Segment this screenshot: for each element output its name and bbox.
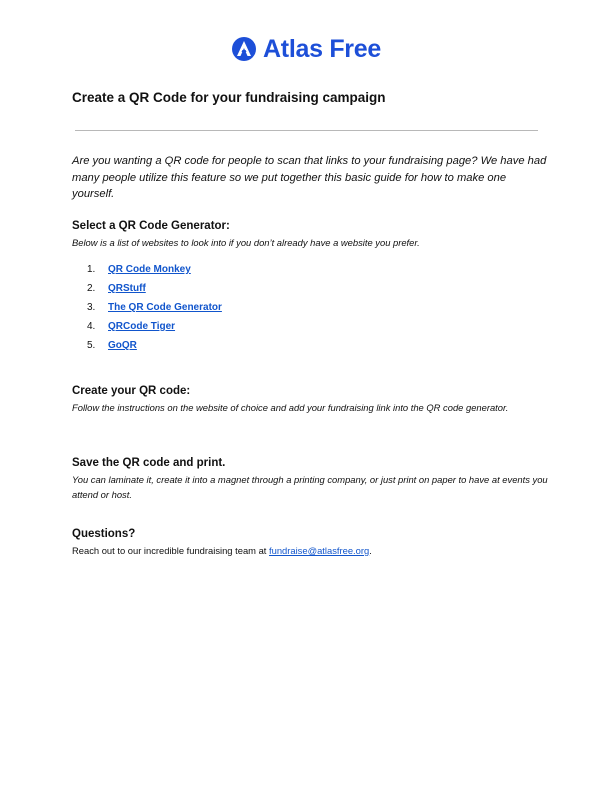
intro-paragraph: Are you wanting a QR code for people to scan that links to your fundraising page? We have had many people utilize this feature so we put together this basic guide for how to make one yourself. [72, 155, 547, 200]
create-heading: Create your QR code: [72, 385, 191, 397]
link-the-qr-code-generator[interactable]: The QR Code Generator [108, 302, 222, 313]
save-heading: Save the QR code and print. [72, 457, 226, 469]
list-item-number: 1. [87, 264, 96, 275]
list-item-number: 2. [87, 283, 96, 294]
list-item-number: 5. [87, 340, 96, 351]
questions-text [72, 544, 550, 559]
list-item [87, 298, 222, 317]
create-description: Follow the instructions on the website of choice and add your fundraising link into the QR code generator. [72, 402, 509, 413]
questions-heading: Questions? [72, 528, 136, 540]
save-section [72, 456, 550, 502]
title-divider [75, 130, 538, 131]
brand-logo [0, 34, 612, 64]
document-title: Create a QR Code for your fundraising campaign [72, 90, 386, 105]
link-qrstuff[interactable]: QRStuff [108, 283, 146, 294]
list-item [87, 260, 222, 279]
atlas-logo-icon [231, 36, 257, 62]
questions-section [72, 527, 550, 559]
questions-text-after: . [369, 545, 372, 556]
list-item [87, 336, 222, 355]
questions-text-before: Reach out to our incredible fundraising team at [72, 545, 269, 556]
brand-name: Atlas Free [263, 35, 381, 63]
generator-link-list [87, 260, 222, 355]
create-section [72, 384, 550, 416]
generator-section [72, 219, 550, 251]
list-item-number: 4. [87, 321, 96, 332]
contact-email-link[interactable]: fundraise@atlasfree.org [269, 545, 370, 556]
list-item [87, 317, 222, 336]
list-item [87, 279, 222, 298]
list-item-number: 3. [87, 302, 96, 313]
save-description: You can laminate it, create it into a magnet through a printing company, or just print on paper to have at events you attend or host. [72, 474, 548, 500]
link-qrcode-tiger[interactable]: QRCode Tiger [108, 321, 176, 332]
link-qr-code-monkey[interactable]: QR Code Monkey [108, 264, 191, 275]
generator-description: Below is a list of websites to look into if you don’t already have a website you prefer. [72, 237, 420, 248]
generator-heading: Select a QR Code Generator: [72, 220, 230, 232]
link-goqr[interactable]: GoQR [108, 340, 137, 351]
